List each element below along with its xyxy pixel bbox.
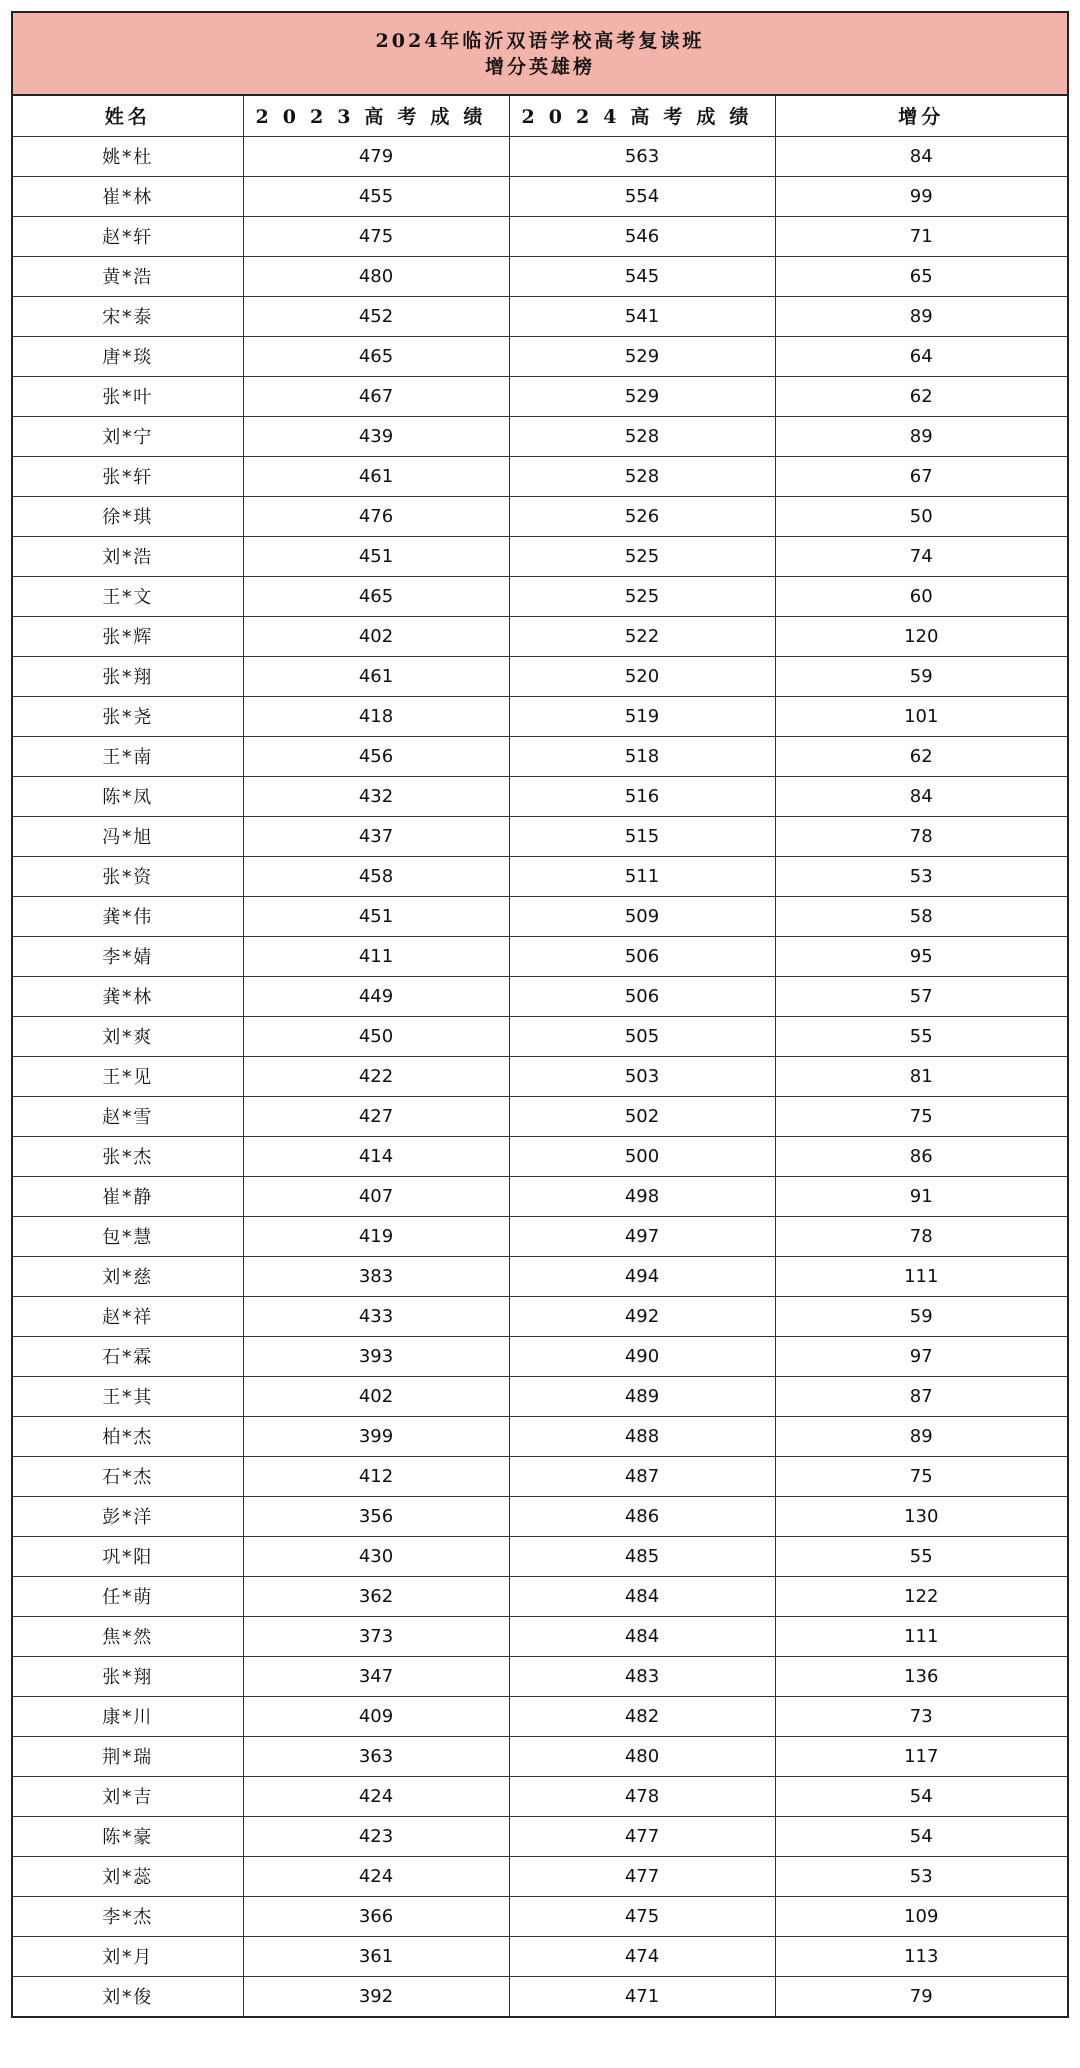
table-row (13, 1096, 1067, 1136)
score-2024-cell: 500 (509, 1136, 775, 1176)
score-2023-cell: 383 (243, 1256, 509, 1296)
score-2024-cell: 519 (509, 696, 775, 736)
table-row (13, 1256, 1067, 1296)
table-row (13, 736, 1067, 776)
score-2023-cell: 479 (243, 136, 509, 176)
score-increase-cell: 86 (775, 1136, 1067, 1176)
table-row (13, 496, 1067, 536)
score-2024-cell: 471 (509, 1976, 775, 2016)
student-name-cell: 张*轩 (13, 456, 243, 496)
header-name: 姓名 (13, 96, 243, 136)
table-row (13, 856, 1067, 896)
score-increase-cell: 111 (775, 1256, 1067, 1296)
student-name-cell: 焦*然 (13, 1616, 243, 1656)
score-2023-cell: 399 (243, 1416, 509, 1456)
table-row (13, 656, 1067, 696)
score-2024-cell: 480 (509, 1736, 775, 1776)
score-2023-cell: 432 (243, 776, 509, 816)
score-2023-cell: 412 (243, 1456, 509, 1496)
student-name-cell: 冯*旭 (13, 816, 243, 856)
score-2023-cell: 424 (243, 1776, 509, 1816)
score-increase-cell: 84 (775, 776, 1067, 816)
header-score-2023: 2023高考成绩 (243, 96, 509, 136)
score-2023-cell: 409 (243, 1696, 509, 1736)
table-row (13, 1016, 1067, 1056)
table-row (13, 1976, 1067, 2016)
score-table (13, 96, 1067, 2016)
student-name-cell: 张*叶 (13, 376, 243, 416)
score-2024-cell: 482 (509, 1696, 775, 1736)
score-2023-cell: 418 (243, 696, 509, 736)
score-increase-cell: 55 (775, 1016, 1067, 1056)
score-2023-cell: 461 (243, 656, 509, 696)
score-2023-cell: 392 (243, 1976, 509, 2016)
score-2024-cell: 477 (509, 1856, 775, 1896)
score-2024-cell: 522 (509, 616, 775, 656)
score-2023-cell: 476 (243, 496, 509, 536)
score-increase-cell: 60 (775, 576, 1067, 616)
score-2023-cell: 439 (243, 416, 509, 456)
student-name-cell: 崔*林 (13, 176, 243, 216)
student-name-cell: 姚*杜 (13, 136, 243, 176)
score-2024-cell: 503 (509, 1056, 775, 1096)
student-name-cell: 刘*吉 (13, 1776, 243, 1816)
title-banner (13, 13, 1067, 96)
student-name-cell: 刘*宁 (13, 416, 243, 456)
score-2023-cell: 414 (243, 1136, 509, 1176)
score-2023-cell: 422 (243, 1056, 509, 1096)
student-name-cell: 宋*泰 (13, 296, 243, 336)
score-2023-cell: 451 (243, 536, 509, 576)
score-2023-cell: 356 (243, 1496, 509, 1536)
score-increase-cell: 78 (775, 816, 1067, 856)
table-row (13, 216, 1067, 256)
score-2024-cell: 541 (509, 296, 775, 336)
score-increase-cell: 71 (775, 216, 1067, 256)
score-2024-cell: 485 (509, 1536, 775, 1576)
score-increase-cell: 81 (775, 1056, 1067, 1096)
score-2023-cell: 411 (243, 936, 509, 976)
score-2024-cell: 474 (509, 1936, 775, 1976)
score-2024-cell: 520 (509, 656, 775, 696)
score-increase-cell: 64 (775, 336, 1067, 376)
page-subtitle: 增分英雄榜 (484, 55, 595, 78)
student-name-cell: 张*翔 (13, 656, 243, 696)
student-name-cell: 康*川 (13, 1696, 243, 1736)
student-name-cell: 龚*伟 (13, 896, 243, 936)
table-row (13, 1696, 1067, 1736)
score-increase-cell: 79 (909, 1985, 933, 2007)
table-row (13, 1216, 1067, 1256)
table-row (13, 456, 1067, 496)
score-2024-cell: 529 (509, 376, 775, 416)
score-increase-cell: 113 (775, 1936, 1067, 1976)
score-increase-cell: 91 (775, 1176, 1067, 1216)
table-row (13, 1336, 1067, 1376)
score-2023-cell: 373 (243, 1616, 509, 1656)
score-2024-cell: 525 (509, 536, 775, 576)
score-increase-cell: 99 (775, 176, 1067, 216)
score-increase-cell: 89 (775, 1416, 1067, 1456)
score-2023-cell: 467 (243, 376, 509, 416)
score-increase-cell: 120 (775, 616, 1067, 656)
student-name-cell: 陈*豪 (13, 1816, 243, 1856)
score-2024-cell: 546 (509, 216, 775, 256)
table-row (13, 1296, 1067, 1336)
score-increase-cell: 130 (775, 1496, 1067, 1536)
score-2023-cell: 433 (243, 1296, 509, 1336)
table-row (13, 816, 1067, 856)
table-row (13, 256, 1067, 296)
score-2023-cell: 480 (243, 256, 509, 296)
score-2023-cell: 449 (243, 976, 509, 1016)
score-2024-cell: 511 (509, 856, 775, 896)
score-2023-cell: 424 (243, 1856, 509, 1896)
table-row (13, 536, 1067, 576)
score-increase-cell: 53 (775, 1856, 1067, 1896)
score-2023-cell: 456 (243, 736, 509, 776)
score-2024-cell: 498 (509, 1176, 775, 1216)
score-2024-cell: 505 (509, 1016, 775, 1056)
score-2023-cell: 419 (243, 1216, 509, 1256)
score-increase-cell: 62 (775, 736, 1067, 776)
student-name-cell: 巩*阳 (13, 1536, 243, 1576)
score-2024-cell: 494 (509, 1256, 775, 1296)
student-name-cell: 赵*轩 (13, 216, 243, 256)
student-name-cell: 刘*慈 (13, 1256, 243, 1296)
student-name-cell: 任*萌 (13, 1576, 243, 1616)
score-increase-cell: 97 (775, 1336, 1067, 1376)
score-2023-cell: 427 (243, 1096, 509, 1136)
student-name-cell: 王*其 (13, 1376, 243, 1416)
score-2024-cell: 492 (509, 1296, 775, 1336)
table-row (13, 1056, 1067, 1096)
score-increase-cell: 101 (775, 696, 1067, 736)
student-name-cell: 刘*俊 (13, 1976, 243, 2016)
score-2023-cell: 451 (243, 896, 509, 936)
score-2023-cell: 430 (243, 1536, 509, 1576)
score-increase-cell: 78 (775, 1216, 1067, 1256)
table-row (13, 1736, 1067, 1776)
score-increase-cell: 75 (775, 1456, 1067, 1496)
score-increase-cell: 73 (775, 1696, 1067, 1736)
student-name-cell: 李*杰 (13, 1896, 243, 1936)
score-increase-cell: 89 (775, 296, 1067, 336)
student-name-cell: 石*霖 (13, 1336, 243, 1376)
table-row (13, 1616, 1067, 1656)
score-2024-cell: 506 (509, 936, 775, 976)
table-row (13, 1856, 1067, 1896)
student-name-cell: 龚*林 (13, 976, 243, 1016)
table-row (13, 696, 1067, 736)
table-row (13, 1576, 1067, 1616)
score-2024-cell: 545 (509, 256, 775, 296)
student-name-cell: 赵*祥 (13, 1296, 243, 1336)
score-2024-cell: 475 (509, 1896, 775, 1936)
score-increase-cell: 84 (775, 136, 1067, 176)
score-2024-cell: 483 (509, 1656, 775, 1696)
score-2024-cell: 488 (509, 1416, 775, 1456)
page-title: 2024年临沂双语学校高考复读班 (375, 29, 705, 52)
score-2024-cell: 497 (509, 1216, 775, 1256)
student-name-cell: 王*见 (13, 1056, 243, 1096)
score-2024-cell: 484 (509, 1616, 775, 1656)
score-2024-cell: 528 (509, 456, 775, 496)
table-row (13, 1816, 1067, 1856)
score-increase-cell: 59 (775, 1296, 1067, 1336)
student-name-cell: 刘*月 (13, 1936, 243, 1976)
table-row (13, 776, 1067, 816)
student-name-cell: 陈*凤 (13, 776, 243, 816)
table-row (13, 576, 1067, 616)
table-row (13, 176, 1067, 216)
table-row (13, 1776, 1067, 1816)
score-increase-cell: 74 (775, 536, 1067, 576)
student-name-cell: 张*尧 (13, 696, 243, 736)
score-2023-cell: 402 (243, 1376, 509, 1416)
score-2024-cell: 518 (509, 736, 775, 776)
score-increase-cell: 136 (775, 1656, 1067, 1696)
student-name-cell: 荆*瑞 (13, 1736, 243, 1776)
table-row (13, 936, 1067, 976)
student-name-cell: 张*辉 (13, 616, 243, 656)
score-2024-cell: 554 (509, 176, 775, 216)
table-row (13, 1456, 1067, 1496)
score-increase-cell: 111 (775, 1616, 1067, 1656)
table-row (13, 1896, 1067, 1936)
score-2024-cell: 509 (509, 896, 775, 936)
score-2024-cell: 563 (509, 136, 775, 176)
score-2023-cell: 455 (243, 176, 509, 216)
score-increase-cell: 55 (775, 1536, 1067, 1576)
student-name-cell: 王*南 (13, 736, 243, 776)
student-name-cell: 刘*爽 (13, 1016, 243, 1056)
table-body (13, 136, 1067, 2016)
table-row (13, 376, 1067, 416)
score-increase-cell: 54 (775, 1816, 1067, 1856)
table-row (13, 1496, 1067, 1536)
table-row (13, 1376, 1067, 1416)
score-increase-cell: 65 (775, 256, 1067, 296)
score-increase-cell: 122 (775, 1576, 1067, 1616)
score-increase-cell: 89 (775, 416, 1067, 456)
table-row (13, 1536, 1067, 1576)
score-2023-cell: 423 (243, 1816, 509, 1856)
score-increase-cell: 109 (775, 1896, 1067, 1936)
score-2024-cell: 478 (509, 1776, 775, 1816)
student-name-cell: 张*翔 (13, 1656, 243, 1696)
score-2023-cell: 407 (243, 1176, 509, 1216)
student-name-cell: 徐*琪 (13, 496, 243, 536)
table-row (13, 976, 1067, 1016)
score-increase-cell: 95 (775, 936, 1067, 976)
score-increase-cell: 50 (775, 496, 1067, 536)
score-2024-cell: 477 (509, 1816, 775, 1856)
score-2023-cell: 465 (243, 576, 509, 616)
student-name-cell: 崔*静 (13, 1176, 243, 1216)
score-2024-cell: 529 (509, 336, 775, 376)
score-increase-cell: 53 (775, 856, 1067, 896)
student-name-cell: 包*慧 (13, 1216, 243, 1256)
table-row (13, 296, 1067, 336)
score-2023-cell: 475 (243, 216, 509, 256)
score-2024-cell: 486 (509, 1496, 775, 1536)
score-2024-cell: 489 (509, 1376, 775, 1416)
score-2023-cell: 458 (243, 856, 509, 896)
student-name-cell: 刘*浩 (13, 536, 243, 576)
score-increase-cell: 57 (775, 976, 1067, 1016)
score-2023-cell: 366 (243, 1896, 509, 1936)
student-name-cell: 柏*杰 (13, 1416, 243, 1456)
score-2024-cell: 526 (509, 496, 775, 536)
score-increase-cell: 58 (775, 896, 1067, 936)
score-2023-cell: 363 (243, 1736, 509, 1776)
score-increase-cell: 62 (775, 376, 1067, 416)
student-name-cell: 张*资 (13, 856, 243, 896)
score-2023-cell: 450 (243, 1016, 509, 1056)
score-2023-cell: 402 (243, 616, 509, 656)
score-2024-cell: 490 (509, 1336, 775, 1376)
score-increase-cell: 67 (775, 456, 1067, 496)
table-row (13, 136, 1067, 176)
student-name-cell: 石*杰 (13, 1456, 243, 1496)
score-2024-cell: 528 (509, 416, 775, 456)
score-2023-cell: 347 (243, 1656, 509, 1696)
student-name-cell: 黄*浩 (13, 256, 243, 296)
student-name-cell: 唐*琰 (13, 336, 243, 376)
student-name-cell: 刘*蕊 (13, 1856, 243, 1896)
table-header-row (13, 96, 1067, 136)
score-2024-cell: 502 (509, 1096, 775, 1136)
score-2023-cell: 362 (243, 1576, 509, 1616)
score-2024-cell: 516 (509, 776, 775, 816)
table-row (13, 1936, 1067, 1976)
table-row (13, 416, 1067, 456)
student-name-cell: 张*杰 (13, 1136, 243, 1176)
student-name-cell: 赵*雪 (13, 1096, 243, 1136)
student-name-cell: 彭*洋 (13, 1496, 243, 1536)
table-row (13, 1416, 1067, 1456)
score-2023-cell: 465 (243, 336, 509, 376)
score-2024-cell: 525 (509, 576, 775, 616)
score-2024-cell: 487 (509, 1456, 775, 1496)
score-2023-cell: 461 (243, 456, 509, 496)
score-2023-cell: 361 (243, 1936, 509, 1976)
score-2024-cell: 506 (509, 976, 775, 1016)
header-score-2024: 2024高考成绩 (509, 96, 775, 136)
table-row (13, 1136, 1067, 1176)
score-increase-cell: 87 (775, 1376, 1067, 1416)
header-increase: 增分 (775, 96, 1067, 136)
score-2023-cell: 452 (243, 296, 509, 336)
score-increase-cell: 75 (775, 1096, 1067, 1136)
table-row (13, 1656, 1067, 1696)
student-name-cell: 王*文 (13, 576, 243, 616)
score-2024-cell: 515 (509, 816, 775, 856)
score-increase-cell: 117 (775, 1736, 1067, 1776)
table-row (13, 616, 1067, 656)
score-increase-cell: 54 (775, 1776, 1067, 1816)
score-2024-cell: 484 (509, 1576, 775, 1616)
score-sheet (11, 11, 1069, 2018)
score-2023-cell: 393 (243, 1336, 509, 1376)
table-row (13, 1176, 1067, 1216)
score-increase-cell: 59 (775, 656, 1067, 696)
table-row (13, 336, 1067, 376)
student-name-cell: 李*婧 (13, 936, 243, 976)
score-2023-cell: 437 (243, 816, 509, 856)
table-row (13, 896, 1067, 936)
